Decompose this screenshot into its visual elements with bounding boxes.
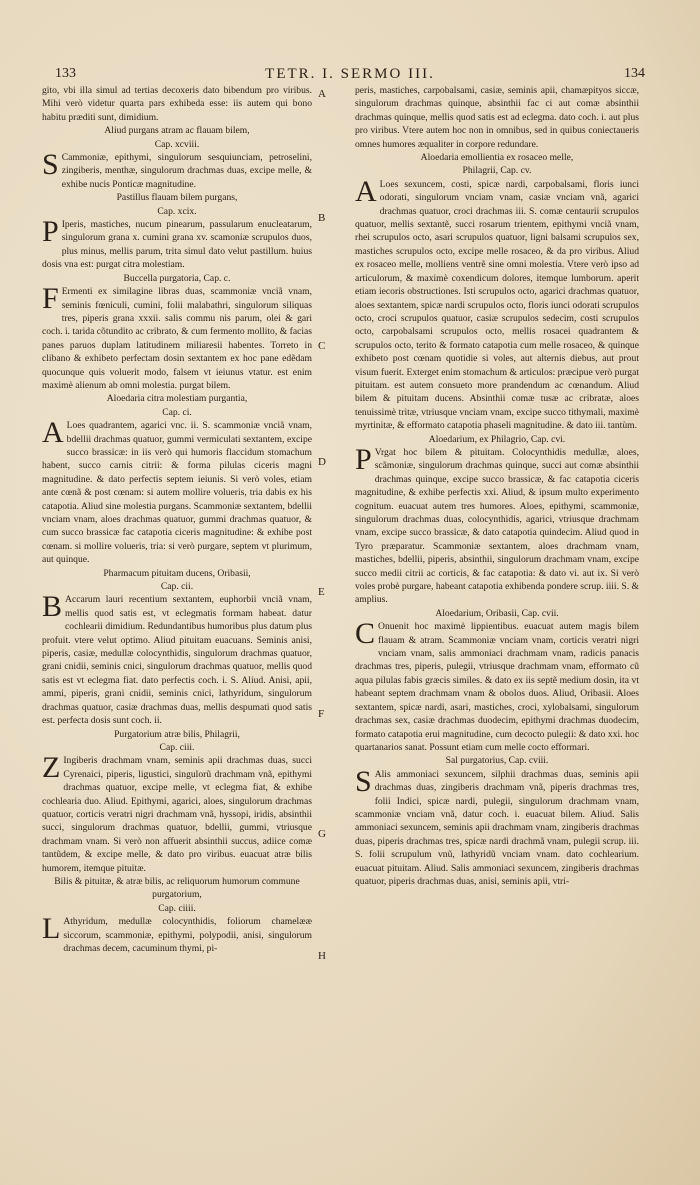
section-title: Sal purgatorius, Cap. cviii. bbox=[445, 755, 549, 767]
section-title: Philagrii, Cap. cv. bbox=[462, 165, 532, 177]
margin-letters bbox=[0, 84, 700, 1184]
drop-cap-initial: Z bbox=[42, 751, 61, 785]
margin-letter: D bbox=[318, 456, 326, 468]
drop-cap-initial: P bbox=[42, 215, 59, 249]
section-title: Aloedarium, ex Philagrio, Cap. cvi. bbox=[428, 433, 566, 445]
chapter-number: Cap. xcix. bbox=[157, 205, 197, 217]
section-title: Purgatorium atræ bilis, Philagrii, bbox=[114, 728, 240, 740]
page-number-left: 133 bbox=[55, 66, 76, 81]
margin-letter: A bbox=[318, 88, 326, 100]
paragraph-text: Vrgat hoc bilem & pituitam. Colocynthidis medullæ, aloes, scãmoniæ, singulorum drachmas quinque, succi aut comæ absinthii drachmas quinque, excipe succo brassicæ, & fac catapotia ciceris magnitudine, & exhibe perfectis xxi. Aliud, & ipsum multo experimento cognitum. euacuat autem tres humores. Aloes, epithymi, scammoniæ, singulorum drachmas duas, colocynthidis, agarici, vtriusque drachmam vnam, excipe succo brassicæ, & dato catapotia quindecim. Aliud quod in Tyro præparatur. Scammoniæ sextantem, aloes drachmam vnam, mastiches, bdellii, piperis, absinthii, singulorum drachmam vnam, excipe succo medii citrii ac corticis, & fac catapotia: & dato vi. aut ix. Si verò voles probè purgare, habeant catapotia exhibenda pondere scrup. iiii. S. & amplius. bbox=[355, 446, 639, 606]
drop-cap-initial: A bbox=[355, 174, 377, 208]
drop-cap-initial: A bbox=[42, 416, 64, 450]
paragraph-text: Loes quadrantem, agarici vnc. ii. S. scammoniæ vnciã vnam, bdellii drachmas quatuor, gummi vermiculati sextantem, excipe succo brassicæ: in iis verò qui humoris flaccidum stomachum habent, succo carnis citrii: & forma pilulas ciceris magni magnitudine. & dato perfectis septem ieiunis. Si verò voles, etiam ante cœnã & post cœnam: si autem mollire volueris, tria dabis ex his catapotia. Aliud sine molestia purgans. Scammoniæ sextantem, bdellii vnciam vnam, aloes drachmas quatuor, gummi drachmas quatuor, & cum succo brassicæ fac catapotia ciceris magnitudine: & exhibe post cœnam. si mollire volueris, tria: si verò purgare, septem vt plurimum, aut quinque. bbox=[42, 420, 312, 566]
paragraph-text: Iperis, mastiches, nucum pinearum, passularum enucleatarum, singulorum grana x. cumini grana xv. scamoniæ scrupulos duos, plus minus, mellis parum, trita simul dato velut pastillum. huius dosis vna est: purgat citra molestiam. bbox=[42, 219, 312, 271]
margin-letter: G bbox=[318, 828, 326, 840]
drop-cap-initial: C bbox=[355, 617, 376, 651]
paragraph-text: Loes sexuncem, costi, spicæ nardi, carpobalsami, floris iunci odorati, singulorum vnciam vnam, casiæ vnciam vnã, agarici drachmas quatuor, croci drachmas iii. S. comæ centaurii scrupulos quatuor, mellis sextantẽ, succi rosarum trientem, epithymi vnciã vnam, rhei scrupulos octo, asari scrupulos quatuor, ligni balsami scrupulos sex, mastiches scrupulos octo, excipe melle rosaceo, & da pro viribus. Aliud ex rosaceo melle, molliens ventrẽ sine omni molestia. Vtere verò ipso ad articulorum, & maximè coxendicum dolores, itemque lumborum. aperit etiam iecoris obstructiones. Isti scrupulos octo, agarici drachmas quatuor, aloes sextantem, spicæ nardi scrupulos octo, floris iunci odorati scrupulos octo, croci scrupulos quatuor, casiæ scrupulos sedecim, costi scrupulos octo, carpobalsami scrupulos octo, mellis rosacei quadrantem & scrupulos octo, terito & formato catapotia cum melle rosaceo, & quinque exhibeto post cœnam quotidie si voles, aut alternis diebus, aut prout visum fuerit. Exterget enim stomachum & articulos: præcipue verò purgat pituitam. est autem consueto more prandendum ac cœnandum. Aliud bilem & pituitam ducens. Absinthii comæ tusæ ac cribratæ, aloes tenuissimè tritæ, vtriusque vnciam vnam, excipe succo tithymali, maximè myrtinitæ, & efformato catapotia phaseli magnitudine. & dato iii. tantùm. bbox=[355, 178, 639, 432]
page-header bbox=[55, 66, 645, 84]
section-title: Aliud purgans atram ac flauam bilem, bbox=[104, 125, 250, 137]
section-title: Pastillus flauam bilem purgans, bbox=[116, 192, 238, 204]
paragraph-text: gito, vbi illa simul ad tertias decoxeris dato bibendum pro viribus. Mihi verò videtur quarta pars exhibeda esse: iis autem qui bono habitu præditi sunt, dimidium. bbox=[42, 85, 312, 123]
section-title: Pharmacum pituitam ducens, Oribasii, bbox=[103, 567, 251, 579]
chapter-number: Cap. xcviii. bbox=[154, 138, 200, 150]
paragraph-text: Onuenit hoc maximè lippientibus. euacuat autem magis bilem flauam & atram. Scammoniæ vnciam vnam, corticis veratri nigri vnciam vnam, salis ammoniaci drachmam vnam, radicis panacis drachmas tres, piperis, pulegii, vtriusque drachmam vnam, efformato cũ aqua pilulas fabis græcis similes. & dato ex iis septẽ medium dosin, ita vt habeant septem drachmam vnam & obolos duos. Aliud, Oribasii. Aloes sextantem, spicæ nardi, asari, mastiches, croci, xylobalsami, singulorum drachmas sex, casiæ drachmas duodecim, epithymi drachmas duodecim, formato catapotia erui magnitudine, cum decocto pulegii: & dato xxi. hoc quartanarios sanat. Possunt etiam cum melle cocto efformari. bbox=[355, 621, 639, 753]
drop-cap-initial: P bbox=[355, 442, 372, 476]
drop-cap-initial: F bbox=[42, 282, 59, 316]
margin-letter: H bbox=[318, 950, 326, 962]
chapter-number: Cap. cii. bbox=[160, 581, 194, 593]
chapter-number: Cap. ciiii. bbox=[158, 902, 196, 914]
paragraph-text: Accarum lauri recentium sextantem, euphorbii vnciã vnam, mellis quod satis est, vt eclegmatis formam habeat. datur cochlearii dimidium. Redundantibus humoribus plus datum plus profuit. vtere velut optimo. Aliud pituitam euacuans. Seminis anisi, piperis, casiæ, medullæ colocynthidis, singulorum drachmas quatuor, grani cnidii, seminis cnici, singulorum drachmas quatuor, mellis quod satis est vt eclegma fiat. dato perfectis coch. i. S. Aliud. Anisi, apii, ammi, piperis, grani cnidii, seminis cnici, lathyridum, singulorum drachmas quatuor, casiæ drachmas duas, mellis despumati quod satis est. perfecta dosis sunt coch. ii. bbox=[42, 594, 312, 727]
paragraph-text: Ingiberis drachmam vnam, seminis apii drachmas duas, succi Cyrenaici, piperis, ligustici, singulorũ drachmam vnã, epithymi drachmas quatuor, excipe melle, vt eclegma fiat, & exhibe cochlearia duo. Aliud. Epithymi, agarici, aloes, singulorum drachmas quatuor, corticis veratri nigri drachmam vnã, hyssopi, iridis, absinthii succi, singulorum drachmas quatuor, bdellii, gummi, vtriusque drachmam vnam. Si verò non affuerit absinthii succus, adiice comæ tantũdem, & excipe melle, & dato pro viribus. euacuat atræ bilis humorem, itemque pituitæ. bbox=[42, 755, 312, 874]
paragraph-text: Athyridum, medullæ colocynthidis, foliorum chamelææ siccorum, scammoniæ, epithymi, polypodii, anisi, singulorum drachmas decem, cacuminum thymi, pi- bbox=[63, 916, 312, 954]
section-title: Buccella purgatoria, Cap. c. bbox=[123, 272, 231, 284]
drop-cap-initial: S bbox=[355, 764, 372, 798]
drop-cap-initial: L bbox=[42, 912, 61, 946]
page-number-right: 134 bbox=[624, 66, 645, 81]
section-title: Bilis & pituitæ, & atræ bilis, ac reliquorum humorum commune purgatorium, bbox=[54, 875, 300, 901]
margin-letter: F bbox=[318, 708, 325, 720]
drop-cap-initial: S bbox=[42, 148, 59, 182]
margin-letter: C bbox=[318, 340, 326, 352]
paragraph-text: Alis ammoniaci sexuncem, silphii drachmas duas, seminis apii drachmas duas, zingiberis drachmam vnã, piperis drachmas tres, folii Indici, spicæ nardi, pulegii, singulorum drachmam vnam, scammoniæ vnciam vnã, datur coch. i. euacuat bilem. Aliud. Salis ammoniaci sexuncem, seminis apii drachmam vnam, zingiberis drachmas duas, piperis drachmas tres, spicæ nardi drachmã vnam, pulegii scrup. iii. S. folii scrupulum vnũ, lathyridũ vnciam vnam. dato cochlearium. euacuat pituitam. Aliud. Salis ammoniaci sexuncem, zingiberis drachmas quatuor, piperis drachmas duas, anisi, seminis apii, vtri- bbox=[355, 768, 639, 887]
drop-cap-initial: B bbox=[42, 590, 63, 624]
section-title: Aloedaria emollientia ex rosaceo melle, bbox=[420, 152, 574, 164]
paragraph-text: peris, mastiches, carpobalsami, casiæ, seminis apii, chamæpityos siccæ, singulorum drachmas quinque, absinthii fac ci aut comæ absinthii drachmas quinque, mellis quod satis est ad eclegma. dato coch. i. aut plus pro viribus. Vtere autem hoc non in omnibus, sed in quibus coniectaueris omnes humores æqualiter in corpore redundare. bbox=[355, 85, 639, 150]
paragraph-text: Cammoniæ, epithymi, singulorum sesquiunciam, petroselini, zingiberis, menthæ, singulorum drachmas duas, excipe melle, & exhibe nucis Ponticæ magnitudine. bbox=[61, 152, 312, 190]
paragraph-text: Ermenti ex similagine libras duas, scammoniæ vnciã vnam, seminis fœniculi, cumini, folii malabathri, singulorum siliquas tres, piperis grana xxxii. salis commu nis parum, olei & gari coch. i. tarida cõtundito ac cribrato, & cum fermento mollito, & facias panes paruos duplam latitudinem miliaresii habentes. Torreto in clibano & exhibeto perfectam dosin sextantem ex hoc pane edẽdam quocunque quis voluerit modo, falsem vt ieiunus vtatur. est enim maximè alienum ab omni molestia. purgat bilem. bbox=[42, 286, 312, 391]
margin-letter: B bbox=[318, 212, 326, 224]
chapter-number: Cap. ci. bbox=[162, 406, 192, 418]
running-head: TETR. I. SERMO III. bbox=[265, 66, 435, 82]
margin-letter: E bbox=[318, 586, 325, 598]
section-title: Aloedaria citra molestiam purgantia, bbox=[106, 393, 248, 405]
chapter-number: Cap. ciii. bbox=[159, 741, 195, 753]
section-title: Aloedarium, Oribasii, Cap. cvii. bbox=[435, 607, 559, 619]
